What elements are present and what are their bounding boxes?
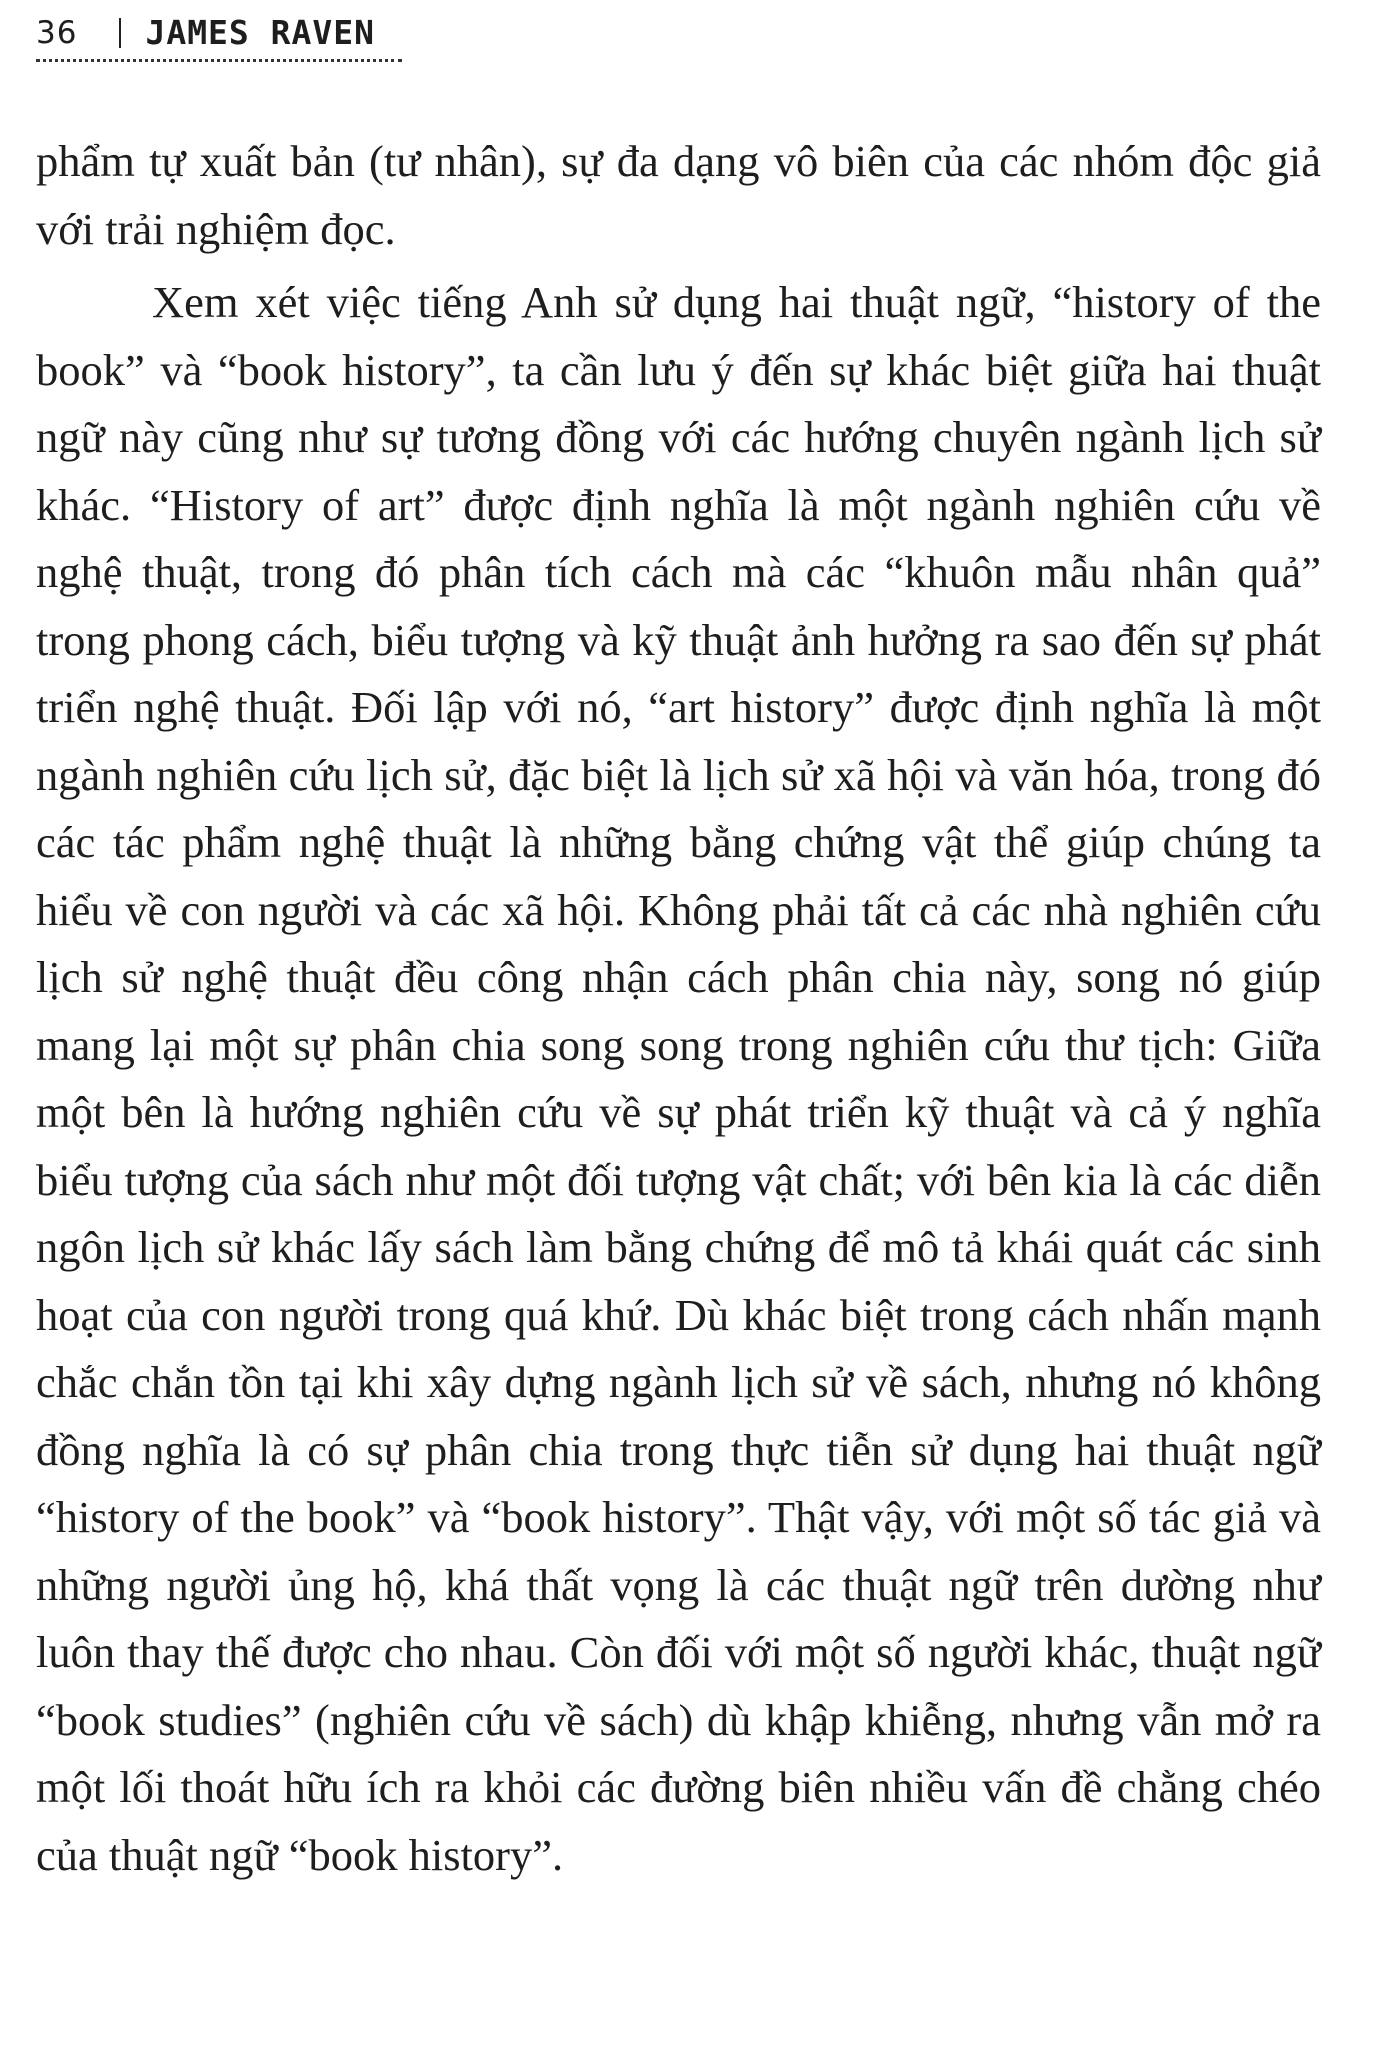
- paragraph-book-history-terms: Xem xét việc tiếng Anh sử dụng hai thuật ngữ, “history of the book” và “book history”, ta cần lưu ý đến sự khác biệt giữa hai thuật ngữ này cũng như sự tương đồng với các hướng chuyên ngành lịch sử khác. “History of art” được định nghĩa là một ngành nghiên cứu về nghệ thuật, trong đó phân tích cách mà các “khuôn mẫu nhân quả” trong phong cách, biểu tượng và kỹ thuật ảnh hưởng ra sao đến sự phát triển nghệ thuật. Đối lập với nó, “art history” được định nghĩa là một ngành nghiên cứu lịch sử, đặc biệt là lịch sử xã hội và văn hóa, trong đó các tác phẩm nghệ thuật là những bằng chứng vật thể giúp chúng ta hiểu về con người và các xã hội. Không phải tất cả các nhà nghiên cứu lịch sử nghệ thuật đều công nhận cách phân chia này, song nó giúp mang lại một sự phân chia song song trong nghiên cứu thư tịch: Giữa một bên là hướng nghiên cứu về sự phát triển kỹ thuật và cả ý nghĩa biểu tượng của sách như một đối tượng vật chất; với bên kia là các diễn ngôn lịch sử khác lấy sách làm bằng chứng để mô tả khái quát các sinh hoạt của con người trong quá khứ. Dù khác biệt trong cách nhấn mạnh chắc chắn tồn tại khi xây dựng ngành lịch sử về sách, nhưng nó không đồng nghĩa là có sự phân chia trong thực tiễn sử dụng hai thuật ngữ “history of the book” và “book history”. Thật vậy, với một số tác giả và những người ủng hộ, khá thất vọng là các thuật ngữ trên dường như luôn thay thế được cho nhau. Còn đối với một số người khác, thuật ngữ “book studies” (nghiên cứu về sách) dù khập khiễng, nhưng vẫn mở ra một lối thoát hữu ích ra khỏi các đường biên nhiều vấn đề chằng chéo của thuật ngữ “book history”.: [36, 277, 1321, 1880]
- running-header-author: JAMES RAVEN: [145, 13, 375, 52]
- body-text: [36, 128, 1321, 1889]
- paragraph-continued: phẩm tự xuất bản (tư nhân), sự đa dạng vô biên của các nhóm độc giả với trải nghiệm đọc.: [36, 136, 1321, 254]
- running-header: [36, 6, 402, 62]
- page-number: 36: [36, 14, 78, 51]
- header-divider: [119, 18, 121, 48]
